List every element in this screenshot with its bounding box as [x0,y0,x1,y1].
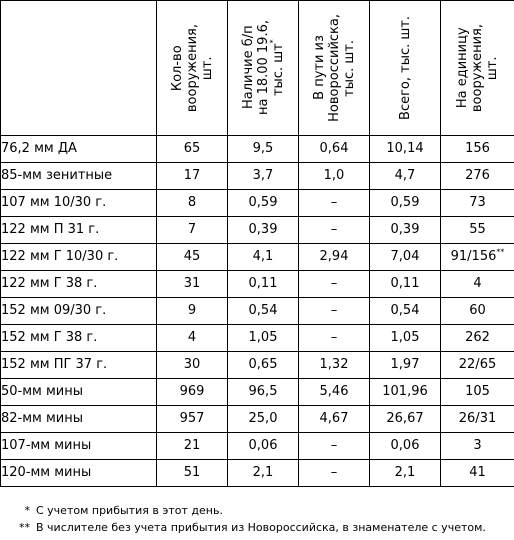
in-transit-cell: – [299,460,370,487]
ammo-type-cell: 122 мм П 31 г. [1,217,157,244]
per-unit-cell: 73 [441,190,514,217]
weapon-count-cell: 957 [157,406,228,433]
table-row [1,406,514,433]
per-unit-cell: 4 [441,271,514,298]
stock-cell: 0,59 [228,190,299,217]
in-transit-cell: – [299,325,370,352]
per-unit-cell: 105 [441,379,514,406]
in-transit-cell: – [299,271,370,298]
total-cell: 2,1 [370,460,441,487]
header-empty-cell [1,1,157,136]
stock-cell: 3,7 [228,163,299,190]
table-header [1,1,514,136]
table-row [1,379,514,406]
per-unit-cell: 26/31 [441,406,514,433]
weapon-count-cell: 65 [157,136,228,163]
table-row [1,163,514,190]
stock-cell: 9,5 [228,136,299,163]
header-in-transit: В пути из Новороссийска, тыс. шт. [299,1,370,136]
stock-cell: 2,1 [228,460,299,487]
per-unit-cell: 55 [441,217,514,244]
in-transit-cell: – [299,433,370,460]
table-row [1,190,514,217]
header-total: Всего, тыс. шт. [370,1,441,136]
weapon-count-cell: 8 [157,190,228,217]
ammo-type-cell: 152 мм 09/30 г. [1,298,157,325]
weapon-count-cell: 4 [157,325,228,352]
header-stock-on-hand: Наличие б/п на 18.00 19.6, тыс. шт* [228,1,299,136]
total-cell: 1,05 [370,325,441,352]
ammo-type-cell: 82-мм мины [1,406,157,433]
stock-cell: 1,05 [228,325,299,352]
footnote-marker: ** [496,247,505,257]
weapon-count-cell: 30 [157,352,228,379]
ammo-type-cell: 120-мм мины [1,460,157,487]
ammo-type-cell: 76,2 мм ДА [1,136,157,163]
table-row [1,271,514,298]
header-per-unit: На единицу вооружения, шт. [441,1,514,136]
table-row [1,298,514,325]
ammo-type-cell: 107 мм 10/30 г. [1,190,157,217]
in-transit-cell: – [299,190,370,217]
per-unit-cell: 156 [441,136,514,163]
per-unit-cell: 3 [441,433,514,460]
total-cell: 10,14 [370,136,441,163]
per-unit-cell: 276 [441,163,514,190]
in-transit-cell: 0,64 [299,136,370,163]
weapon-count-cell: 9 [157,298,228,325]
per-unit-cell: 91/156** [441,244,514,271]
header-weapon-count: Кол-во вооружения, шт. [157,1,228,136]
weapon-count-cell: 51 [157,460,228,487]
weapon-count-cell: 969 [157,379,228,406]
total-cell: 0,54 [370,298,441,325]
table-row [1,136,514,163]
table-body [1,136,514,487]
ammo-type-cell: 152 мм Г 38 г. [1,325,157,352]
stock-cell: 0,06 [228,433,299,460]
per-unit-cell: 60 [441,298,514,325]
stock-cell: 0,65 [228,352,299,379]
weapon-count-cell: 45 [157,244,228,271]
total-cell: 0,06 [370,433,441,460]
total-cell: 0,59 [370,190,441,217]
total-cell: 101,96 [370,379,441,406]
ammo-type-cell: 122 мм Г 38 г. [1,271,157,298]
table-row [1,433,514,460]
table-row [1,352,514,379]
stock-cell: 0,11 [228,271,299,298]
in-transit-cell: 1,0 [299,163,370,190]
table-row [1,217,514,244]
in-transit-cell: 5,46 [299,379,370,406]
footnote: ** В числителе без учета прибытия из Новороссийска, в знаменателе с учетом. [19,521,486,534]
table-row [1,244,514,271]
footnote: * С учетом прибытия в этот день. [24,504,223,517]
footnotes [0,499,514,540]
stock-cell: 0,39 [228,217,299,244]
weapon-count-cell: 17 [157,163,228,190]
in-transit-cell: 2,94 [299,244,370,271]
table-row [1,325,514,352]
total-cell: 1,97 [370,352,441,379]
stock-cell: 0,54 [228,298,299,325]
total-cell: 0,39 [370,217,441,244]
stock-cell: 96,5 [228,379,299,406]
weapon-count-cell: 31 [157,271,228,298]
ammo-type-cell: 50-мм мины [1,379,157,406]
table-row [1,460,514,487]
per-unit-cell: 262 [441,325,514,352]
total-cell: 26,67 [370,406,441,433]
ammo-type-cell: 85-мм зенитные [1,163,157,190]
total-cell: 4,7 [370,163,441,190]
weapon-count-cell: 21 [157,433,228,460]
ammo-type-cell: 122 мм Г 10/30 г. [1,244,157,271]
total-cell: 0,11 [370,271,441,298]
stock-cell: 4,1 [228,244,299,271]
per-unit-cell: 41 [441,460,514,487]
ammo-type-cell: 107-мм мины [1,433,157,460]
in-transit-cell: 4,67 [299,406,370,433]
weapon-count-cell: 7 [157,217,228,244]
per-unit-cell: 22/65 [441,352,514,379]
ammo-type-cell: 152 мм ПГ 37 г. [1,352,157,379]
in-transit-cell: – [299,217,370,244]
total-cell: 7,04 [370,244,441,271]
in-transit-cell: – [299,298,370,325]
stock-cell: 25,0 [228,406,299,433]
footnote-marker: * [268,39,278,44]
in-transit-cell: 1,32 [299,352,370,379]
